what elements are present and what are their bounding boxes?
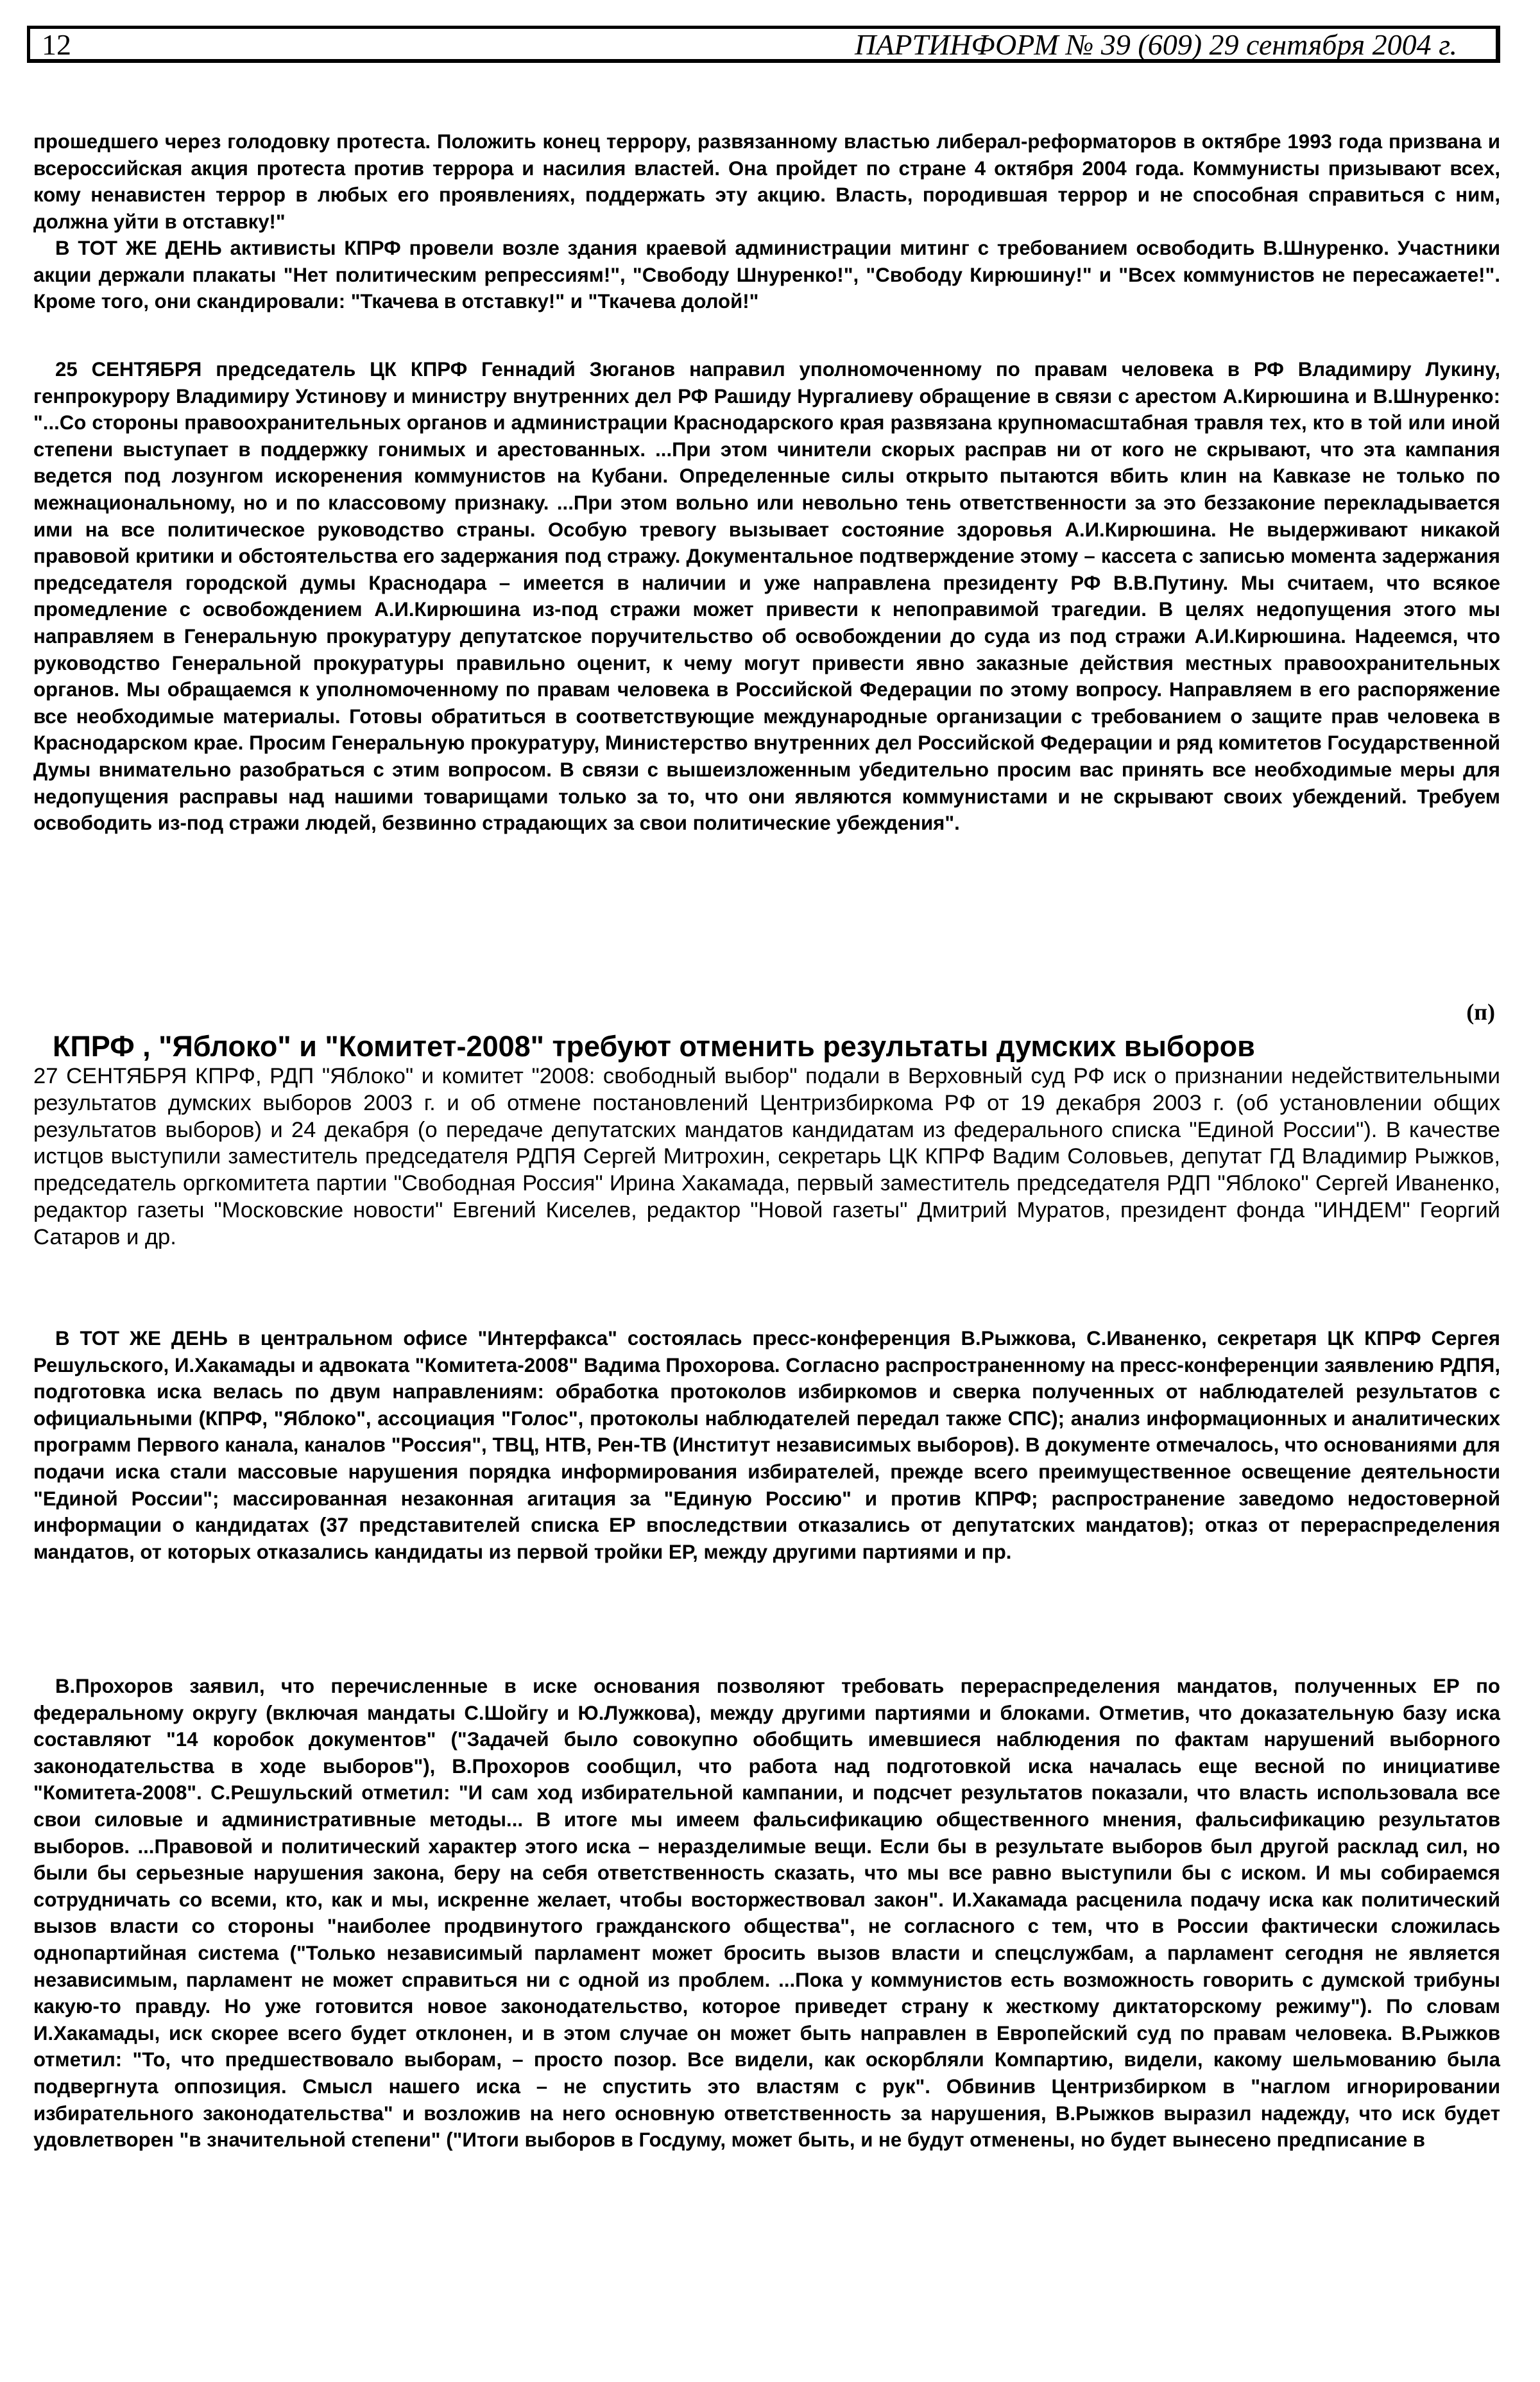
article2-paragraph-1: 27 СЕНТЯБРЯ КПРФ, РДП "Яблоко" и комитет "2008: свободный выбор" подали в Верховный суд РФ иск о признании недействительными результатов думских выборов 2003 г. и об отмене постановлений Центризбиркома РФ от 19 декабря 2003 г. (об установлении общих результатов выборов) и 24 декабря (о передаче депутатских мандатов кандидатам из федерального списка "Единой России"). В качестве истцов выступили заместитель председателя РДПЯ Сергей Митрохин, секретарь ЦК КПРФ Вадим Соловьев, депутат ГД Владимир Рыжков, председатель оргкомитета партии "Свободная Россия" Ирина Хакамада, первый заместитель председателя РДП "Яблоко" Сергей Иваненко, редактор газеты "Московские новости" Евгений Киселев, редактор "Новой газеты" Дмитрий Муратов, президент фонда "ИНДЕМ" Георгий Сатаров и др.	[33, 1064, 1500, 1249]
page-header	[27, 26, 1500, 63]
article1-paragraph-2: В ТОТ ЖЕ ДЕНЬ активисты КПРФ провели возле здания краевой администрации митинг с требованием освободить В.Шнуренко. Участники акции держали плакаты "Нет политическим репрессиям!", "Свободу Шнуренко!", "Свободу Кирюшину!" и "Всех коммунистов не пересажаете!". Кроме того, они скандировали: "Ткачева в отставку!" и "Ткачева долой!"	[33, 237, 1500, 313]
article2-headline: КПРФ , "Яблоко" и "Комитет-2008" требуют отменить результаты думских выборов	[53, 1030, 1255, 1063]
article1-signature: (п)	[1466, 999, 1495, 1025]
page-number: 12	[42, 28, 71, 61]
article1-paragraph-1: прошедшего через голодовку протеста. Положить конец террору, развязанному властью либерал-реформаторов в октябре 1993 года призвана и всероссийская акция протеста против террора и насилия властей. Она пройдет по стране 4 октября 2004 года. Коммунисты призывают всех, кому ненавистен террор в любых его проявлениях, поддержать эту акцию. Власть, породившая террор и не способная справиться с ним, должна уйти в отставку!"	[33, 130, 1500, 233]
masthead: ПАРТИНФОРМ № 39 (609) 29 сентября 2004 г.	[855, 28, 1457, 61]
article2-paragraph-3: В.Прохоров заявил, что перечисленные в иске основания позволяют требовать перераспределения мандатов, полученных ЕР по федеральному округу (включая мандаты С.Шойгу и Ю.Лужкова), между другими партиями и блоками. Отметив, что доказательную базу иска составляют "14 коробок документов" ("Задачей было совокупно обобщить имевшиеся наблюдения по фактам нарушений выборного законодательства в ходе выборов"), В.Прохоров сообщил, что работа над подготовкой иска началась еще весной по инициативе "Комитета-2008". С.Решульский отметил: "И сам ход избирательной кампании, и подсчет результатов показали, что власть использовала все свои силовые и административные методы... В итоге мы имеем фальсификацию общественного мнения, фальсификацию результатов выборов. ...Правовой и политический характер этого иска – неразделимые вещи. Если бы в результате выборов был другой расклад сил, но были бы серьезные нарушения закона, беру на себя ответственность сказать, что мы все равно выступили бы с иском. И мы собираемся сотрудничать со всеми, кто, как и мы, искренне желает, чтобы восторжествовал закон". И.Хакамада расценила подачу иска как политический вызов власти со стороны "наиболее продвинутого гражданского общества", не согласного с тем, что в России фактически сложилась однопартийная система ("Только независимый парламент может бросить вызов власти и спецслужбам, а парламент сегодня не является независимым, парламент не может справиться ни с одной из проблем. ...Пока у коммунистов есть возможность говорить с думской трибуны какую-то правду. Но уже готовится новое законодательство, которое приведет страну к жесткому диктаторскому режиму"). По словам И.Хакамады, иск скорее всего будет отклонен, и в этом случае он может быть направлен в Европейский суд по правам человека. В.Рыжков отметил: "То, что предшествовало выборам, – просто позор. Все видели, как оскорбляли Компартию, видели, какому шельмованию была подвергнута оппозиция. Смысл нашего иска – не спустить это властям с рук". Обвинив Центризбирком в "наглом игнорировании избирательного законодательства" и возложив на него основную ответственность за нарушения, В.Рыжков выразил надежду, что иск будет удовлетворен "в значительной степени" ("Итоги выборов в Госдуму, может быть, и не будут отменены, но будет вынесено предписание в	[33, 1675, 1500, 2152]
article2-paragraph-2: В ТОТ ЖЕ ДЕНЬ в центральном офисе "Интерфакса" состоялась пресс-конференция В.Рыжкова, С.Иваненко, секретаря ЦК КПРФ Сергея Решульского, И.Хакамады и адвоката "Комитета-2008" Вадима Прохорова. Согласно распространенному на пресс-конференции заявлению РДПЯ, подготовка иска велась по двум направлениям: обработка протоколов избиркомов и сверка полученных от наблюдателей результатов с официальными (КПРФ, "Яблоко", ассоциация "Голос", протоколы наблюдателей передал также СПС); анализ информационных и аналитических программ Первого канала, каналов "Россия", ТВЦ, НТВ, Рен-ТВ (Институт независимых выборов). В документе отмечалось, что основаниями для подачи иска стали массовые нарушения порядка информирования избирателей, прежде всего преимущественное освещение деятельности "Единой России"; массированная незаконная агитация за "Единую Россию" и против КПРФ; распространение заведомо недостоверной информации о кандидатах (37 представителей списка ЕР впоследствии отказались от депутатских мандатов); отказ от перераспределения мандатов, от которых отказались кандидаты из первой тройки ЕР, между другими партиями и пр.	[33, 1327, 1500, 1563]
article1-paragraph-3: 25 СЕНТЯБРЯ председатель ЦК КПРФ Геннадий Зюганов направил уполномоченному по правам человека в РФ Владимиру Лукину, генпрокурору Владимиру Устинову и министру внутренних дел РФ Рашиду Нургалиеву обращение в связи с арестом А.Кирюшина и В.Шнуренко: "...Со стороны правоохранительных органов и администрации Краснодарского края развязана крупномасштабная травля тех, кто в той или иной степени выступает в поддержку гонимых и арестованных. ...При этом чинители скорых расправ ни от кого не скрывают, что эта кампания ведется под лозунгом искоренения коммунистов на Кубани. Определенные силы открыто пытаются вбить клин на Кавказе не только по межнациональному, но и по классовому признаку. ...При этом вольно или невольно тень ответственности за это беззаконие перекладывается ими на все политическое руководство страны. Особую тревогу вызывает состояние здоровья А.И.Кирюшина. Не выдерживают никакой правовой критики и обстоятельства его задержания под стражу. Документальное подтверждение этому – кассета с записью момента задержания председателя городской думы Краснодара – имеется в наличии и уже направлена президенту РФ В.В.Путину. Мы считаем, что всякое промедление с освобождением А.И.Кирюшина из-под стражи может привести к непоправимой трагедии. В целях недопущения этого мы направляем в Генеральную прокуратуру депутатское поручительство об освобождении до суда из под стражи А.И.Кирюшина. Надеемся, что руководство Генеральной прокуратуры правильно оценит, к чему могут привести явно заказные действия местных правоохранительных органов. Мы обращаемся к уполномоченному по правам человека в Российской Федерации по этому вопросу. Направляем в его распоряжение все необходимые материалы. Готовы обратиться в соответствующие международные организации с требованием о защите прав человека в Краснодарском крае. Просим Генеральную прокуратуру, Министерство внутренних дел Российской Федерации и ряд комитетов Государственной Думы внимательно разобраться с этим вопросом. В связи с вышеизложенным убедительно просим вас принять все необходимые меры для недопущения расправы над нашими товарищами только за то, что они являются коммунистами и не скрывают своих убеждений. Требуем освободить из-под стражи людей, безвинно страдающих за свои политические убеждения".	[33, 358, 1500, 835]
